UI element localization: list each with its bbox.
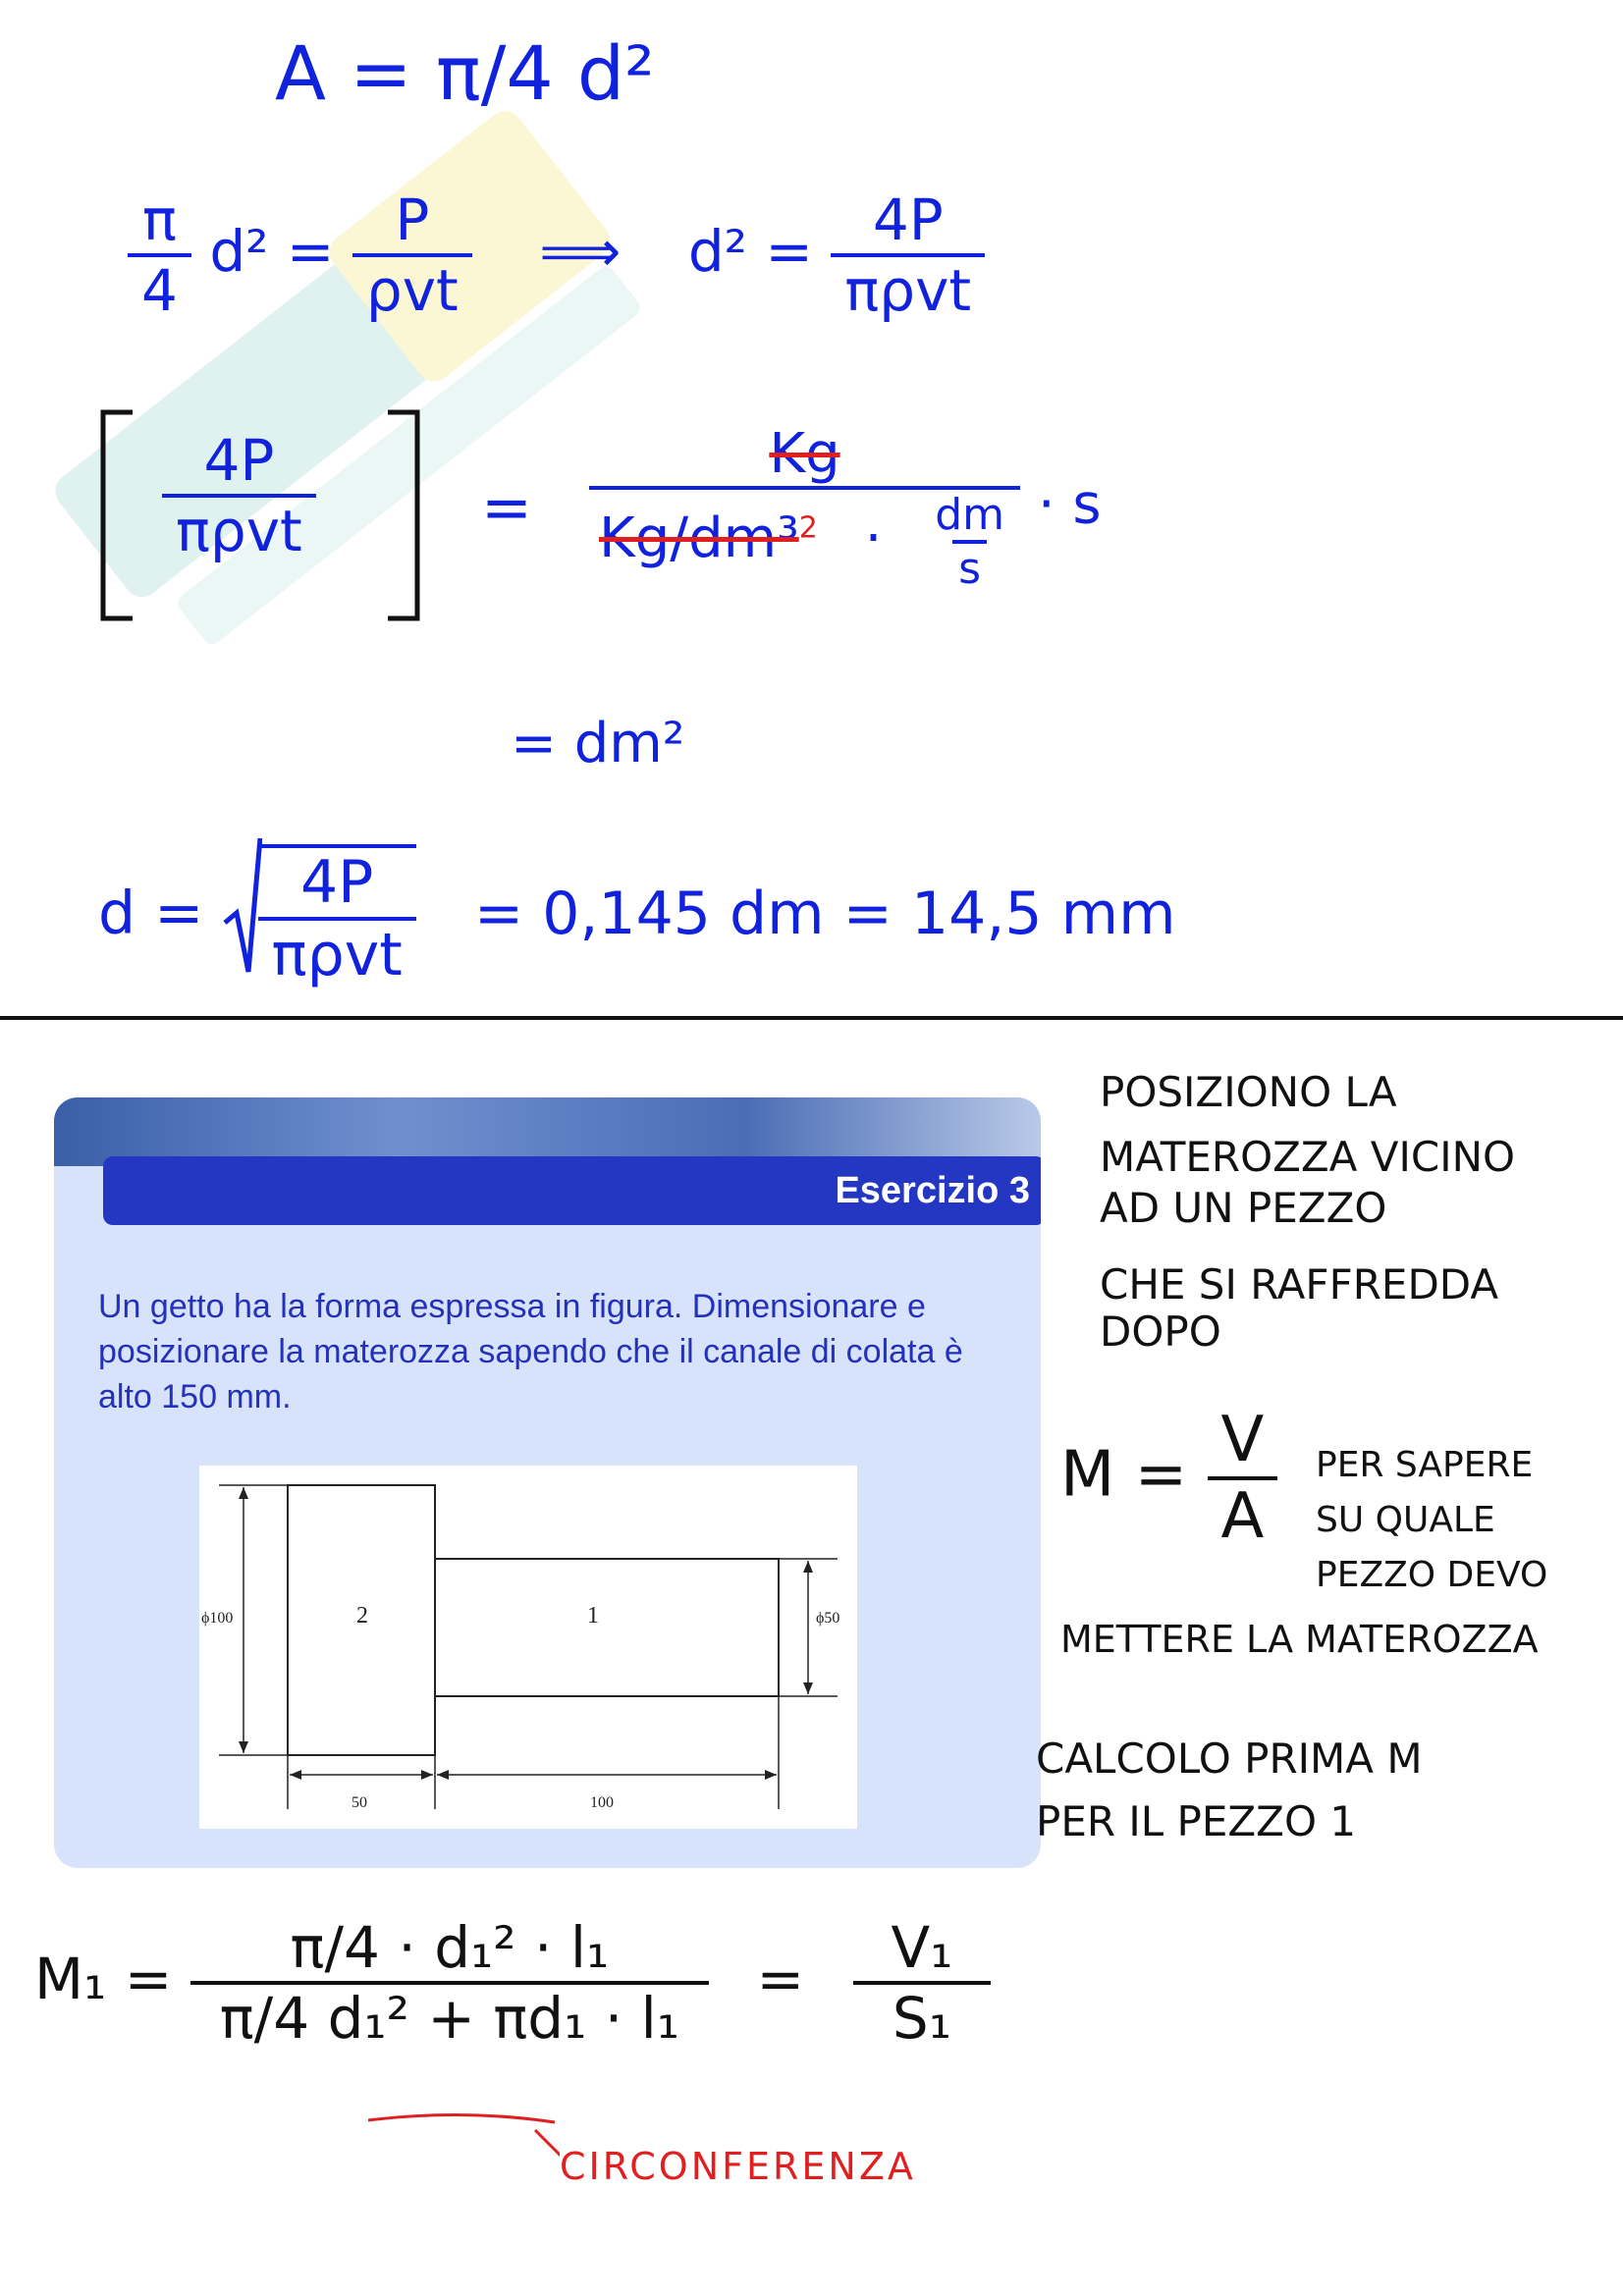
implies-arrow: ⟹: [539, 218, 622, 286]
fraction-numerator: 4P: [203, 427, 275, 494]
part-1-label: 1: [587, 1603, 599, 1629]
equals-sign: =: [481, 471, 532, 543]
slide-title-bar: [103, 1156, 1041, 1225]
fraction-numerator: π/4 · d₁² · l₁: [290, 1914, 610, 1981]
part-2-label: 2: [356, 1603, 368, 1629]
equation-area: A = π/4 d²: [275, 29, 655, 117]
dimension-length-100: 100: [590, 1794, 614, 1811]
note-line: AD UN PEZZO: [1100, 1184, 1387, 1232]
fraction-numerator: 4P: [872, 187, 944, 253]
equation-term: · s: [1037, 472, 1102, 537]
casting-figure: [199, 1466, 857, 1829]
note-line: PEZZO DEVO: [1316, 1555, 1548, 1595]
note-line: DOPO: [1100, 1308, 1221, 1356]
note-line: PER IL PEZZO 1: [1036, 1797, 1357, 1845]
note-calc: [1036, 1728, 1423, 1853]
fraction-numerator: V₁: [891, 1914, 953, 1981]
note-line: SU QUALE: [1316, 1500, 1495, 1540]
note-circumference: CIRCONFERENZA: [560, 2145, 916, 2188]
fraction-denominator: πρvt: [831, 253, 985, 324]
note-line: CHE SI RAFFREDDA: [1100, 1260, 1499, 1308]
equation-term: d² =: [687, 218, 813, 286]
equation-term: M =: [1060, 1438, 1188, 1512]
bracket-box: [93, 402, 427, 628]
equation-modulus-part1: [34, 1914, 992, 2052]
note-line: PER SAPERE: [1316, 1445, 1534, 1485]
equation-term: d² =: [209, 218, 335, 286]
fraction-denominator: π/4 d₁² + πd₁ · l₁: [190, 1981, 709, 2052]
fraction-denominator: πρvt: [162, 494, 316, 564]
equation-diameter: [98, 844, 1176, 989]
equation-relation: [128, 187, 985, 324]
equation-term: M₁ =: [34, 1946, 173, 2013]
fraction-numerator: V: [1220, 1404, 1265, 1476]
annotation-curve: [363, 2110, 560, 2189]
equation-modulus: [1060, 1404, 1277, 1553]
square-root: $\frac{4P}{\text{πρvt}}$: [223, 844, 416, 989]
divider-line: [0, 1016, 1623, 1020]
dimension-length-50: 50: [352, 1794, 367, 1811]
fraction-numerator: π: [141, 187, 177, 253]
fraction-denominator: S₁: [853, 1981, 991, 2052]
fraction-numerator: Kg: [769, 422, 840, 486]
fraction-denominator: Kg/dm³$^2$ · $\frac{dm}{s}$: [589, 486, 1020, 594]
fraction-denominator: 4: [128, 253, 191, 324]
equation-result: = 0,145 dm = 14,5 mm: [473, 879, 1176, 948]
equation-term: d =: [98, 879, 204, 948]
equation-units-result: = dm²: [511, 712, 685, 775]
slide-text: Un getto ha la forma espressa in figura. Dimensionare e posizionare la materozza sapendo che il canale di colata è alto 150 mm.: [98, 1288, 963, 1415]
note-line: CALCOLO PRIMA M: [1036, 1735, 1423, 1783]
note-modulus: [1316, 1438, 1547, 1603]
dimension-diameter-100: ϕ100: [201, 1610, 234, 1627]
equals-sign: =: [756, 1946, 805, 2013]
note-position: [1100, 1060, 1515, 1364]
note-modulus-tail: METTERE LA MATEROZZA: [1060, 1618, 1539, 1661]
dimension-diameter-50: ϕ50: [816, 1610, 840, 1627]
slide-title: Esercizio 3: [835, 1170, 1030, 1211]
note-line: POSIZIONO LA: [1100, 1068, 1397, 1116]
exercise-slide: [54, 1097, 1041, 1868]
note-line: MATEROZZA VICINO: [1100, 1133, 1516, 1181]
equation-units: [589, 422, 1102, 594]
fraction-denominator: A: [1208, 1476, 1278, 1553]
fraction-denominator: ρvt: [352, 253, 472, 324]
fraction-numerator: P: [395, 187, 430, 253]
